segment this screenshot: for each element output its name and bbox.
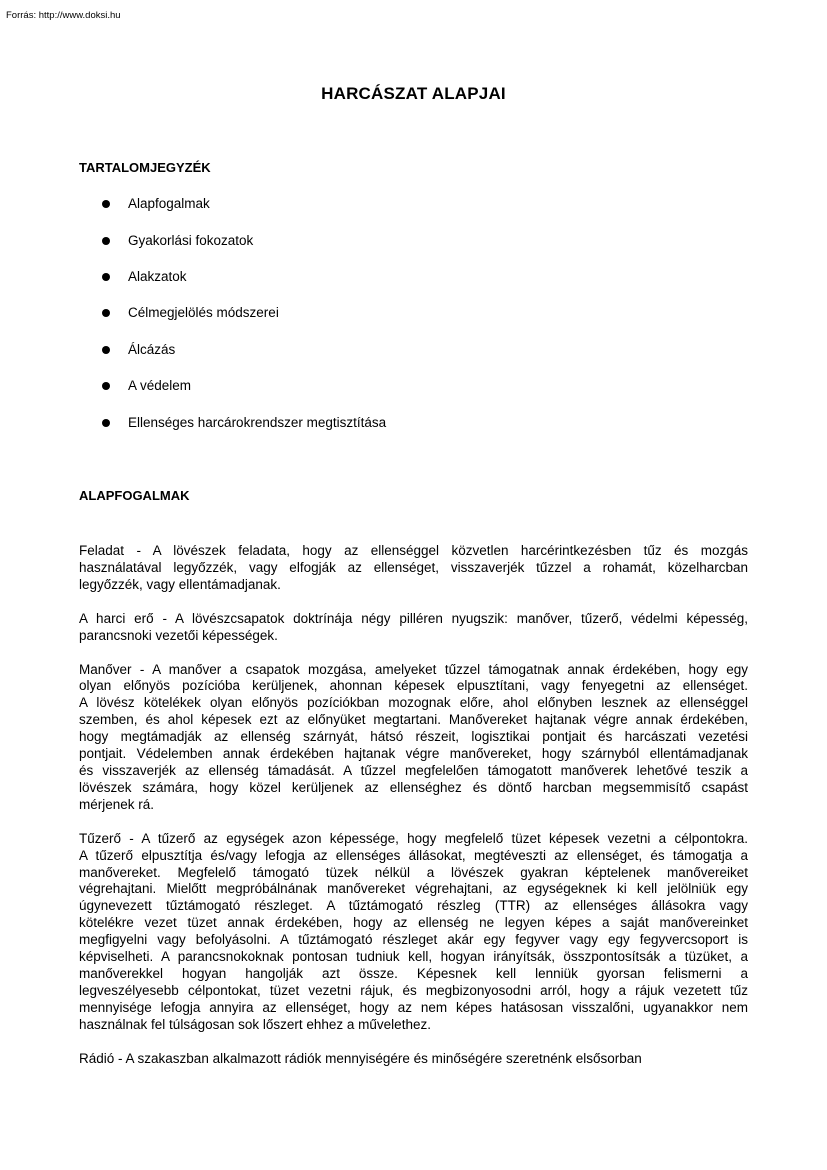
text-line: mennyisége lefogja annyira az ellenséget, hogy az nem képes hatásosan visszalőni, ugyanakkor nem — [79, 999, 748, 1015]
bullet-icon — [102, 419, 110, 427]
bullet-icon — [102, 309, 110, 317]
document-title: HARCÁSZAT ALAPJAI — [321, 84, 506, 103]
source-note: Forrás: http://www.doksi.hu — [6, 10, 121, 21]
text-line: lövészek számára, hogy közel kerüljenek az ellenséghez és döntő harcban megsemmisítő csapást — [79, 779, 748, 795]
text-line: használatával legyőzzék, vagy elfogják az ellenséget, visszaverjék tűzzel a rohamát, közelharcban — [79, 559, 748, 575]
text-line: kötelékre vezet tüzet annak érdekében, hogy az ellenség ne legyen képes a saját manővereinket — [79, 915, 748, 931]
paragraph-feladat — [79, 543, 748, 594]
text-line: hogy megtámadják az ellenség szárnyát, hátsó részeit, logisztikai pontjait és harcászati vezetési — [79, 729, 748, 745]
text-line: legyőzzék, vagy ellentámadjanak. — [79, 576, 281, 592]
paragraph-harci-ero — [79, 611, 748, 645]
text-line: manővereket. Megfelelő támogató tüzek nélkül a lövészek gyakran képtelenek manővereiket — [79, 864, 748, 880]
text-line: szemben, és ahol képesek ezt az előnyüket megtartani. Manővereket hajtanak végre annak érdekében, — [79, 712, 748, 728]
text-line: Tűzerő - A tűzerő az egységek azon képessége, hogy megfelelő tüzet képesek vezetni a célpontokra. — [79, 830, 748, 846]
section-heading: ALAPFOGALMAK — [79, 488, 190, 503]
text-line: pontjait. Védelemben annak érdekében hajtanak végre manővereket, hogy szárnyból ellentámadjanak — [79, 746, 748, 762]
text-line: olyan előnyös pozícióba kerüljenek, ahonnan képesek elpusztítani, vagy fenyegetni az ellenséget. — [79, 678, 748, 694]
toc-item-label: Alapfogalmak — [128, 196, 210, 211]
toc-item-label: Alakzatok — [128, 269, 187, 284]
text-line: parancsnoki vezetői képességek. — [79, 627, 278, 643]
text-line: A harci erő - A lövészcsapatok doktrínája négy pilléren nyugszik: manőver, tűzerő, védelmi képesség, — [79, 610, 748, 626]
text-line: úgynevezett tűztámogató részleget. A tűztámogató részleg (TTR) az ellenséges állásokra vagy — [79, 898, 748, 914]
text-line: A tűzerő elpusztítja és/vagy lefogja az ellenséges állásokat, megtéveszti az ellenséget, és támogatja a — [79, 847, 748, 863]
paragraph-manover — [79, 662, 748, 814]
text-line: manőverekkel hogyan hangolják azt össze. Képesnek kell lenniük gyorsan felismerni a — [79, 965, 748, 981]
text-line: megfigyelni vagy befolyásolni. A tűztámogató részleget akár egy fegyver vagy egy fegyvercsoport is — [79, 932, 748, 948]
toc-item-label: Gyakorlási fokozatok — [128, 233, 254, 248]
bullet-icon — [102, 237, 110, 245]
text-line: Manőver - A manőver a csapatok mozgása, amelyeket tűzzel támogatnak annak érdekében, hogy egy — [79, 661, 748, 677]
text-line: és visszaverjék az ellenség támadását. A tűzzel megfelelően támogatott manőverek lehetővé teszik a — [79, 762, 748, 778]
toc-heading: TARTALOMJEGYZÉK — [79, 160, 211, 175]
toc-item-label: Ellenséges harcárokrendszer megtisztítása — [128, 415, 387, 430]
text-line: Feladat - A lövészek feladata, hogy az ellenséggel közvetlen harcérintkezésben tűz és mozgás — [79, 543, 748, 558]
text-line: használnak fel túlságosan sok lőszert ehhez a művelethez. — [79, 1016, 431, 1032]
text-line: legveszélyesebb célpontokat, tüzet vezetni rájuk, és megbizonyosodni arról, hogy a rájuk vezetett tűz — [79, 982, 748, 998]
paragraph-radio — [79, 1051, 748, 1068]
bullet-icon — [102, 200, 110, 208]
toc-item-label: A védelem — [128, 378, 192, 393]
toc-item-label: Célmegjelölés módszerei — [128, 305, 279, 320]
section-body — [79, 543, 748, 1084]
text-line: Rádió - A szakaszban alkalmazott rádiók mennyiségére és minőségére szeretnénk elsősorban — [79, 1050, 642, 1066]
text-line: végrehajtani. Mielőtt megpróbálnának manővereket végrehajtani, az egységeknek ki kell jelölniük egy — [79, 881, 748, 897]
bullet-icon — [102, 346, 110, 354]
bullet-icon — [102, 382, 110, 390]
bullet-icon — [102, 273, 110, 281]
text-line: mérjenek rá. — [79, 796, 155, 812]
paragraph-tuzero — [79, 831, 748, 1034]
text-line: A lövész kötelékek olyan előnyös pozíciókban mozognak előre, ahol előnyben lesznek az ellenséggel — [79, 695, 748, 711]
text-line: képviselheti. A parancsnokoknak pontosan tudniuk kell, hogyan irányítsák, összpontosítsák a tüzüket, a — [79, 949, 748, 965]
toc-item-label: Álcázás — [128, 342, 176, 357]
